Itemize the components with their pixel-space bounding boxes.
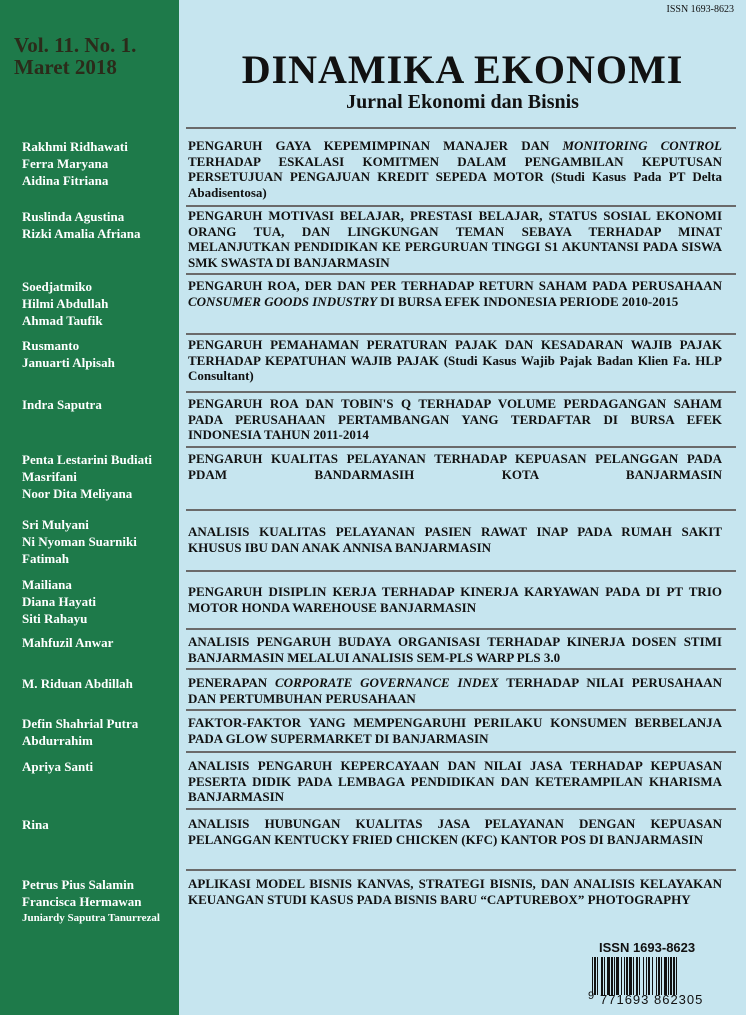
article-title (188, 278, 722, 309)
author-name: Mailiana (22, 577, 72, 592)
article-authors (22, 337, 179, 371)
author-name: Ferra Maryana (22, 156, 109, 171)
author-name: Abdurrahim (22, 733, 93, 748)
journal-subtitle: Jurnal Ekonomi dan Bisnis (346, 91, 579, 113)
article-title (188, 758, 722, 805)
title-text: PENGARUH ROA DAN TOBIN'S Q TERHADAP VOLUME PERDAGANGAN SAHAM PADA PERUSAHAAN PERTAMBANGAN YANG TERDAFTAR DI BURSA EFEK INDONESIA TAHUN 2011-2014 (188, 396, 722, 442)
author-name: Juniardy Saputra Tanurrezal (22, 912, 160, 924)
divider (186, 391, 736, 393)
author-name: M. Riduan Abdillah (22, 676, 133, 691)
divider (186, 205, 736, 207)
barcode-issn: ISSN 1693-8623 (599, 940, 696, 955)
title-text: TERHADAP ESKALASI KOMITMEN DALAM PENGAMBILAN KEPUTUSAN PERSETUJUAN PENGAJUAN KREDIT SEPEDA MOTOR (188, 153, 722, 184)
divider (186, 668, 736, 670)
article-authors (22, 516, 179, 567)
author-name: Ahmad Taufik (22, 313, 103, 328)
article-title (188, 675, 722, 706)
article-authors (22, 208, 179, 242)
article-title (188, 634, 722, 665)
author-name: Francisca Hermawan (22, 894, 142, 909)
divider (186, 808, 736, 810)
author-name: Apriya Santi (22, 759, 94, 774)
author-name: Masrifani (22, 469, 77, 484)
title-text: TERHADAP NILAI PERUSAHAAN DAN PERTUMBUHAN PERUSAHAAN (188, 675, 722, 706)
article-authors (22, 396, 179, 413)
divider (186, 570, 736, 572)
article-authors (22, 576, 179, 627)
author-name: Aidina Fitriana (22, 173, 109, 188)
divider (186, 628, 736, 630)
barcode (588, 940, 730, 1010)
divider (186, 751, 736, 753)
divider (186, 446, 736, 448)
title-text: PENGARUH KUALITAS PELAYANAN TERHADAP KEPUASAN PELANGGAN PADA PDAM BANDARMASIH KOTA BANJARMASIN (188, 451, 722, 482)
author-name: Defin Shahrial Putra (22, 716, 139, 731)
author-name: Siti Rahayu (22, 611, 88, 626)
article-title (188, 816, 722, 847)
title-text: ANALISIS HUBUNGAN KUALITAS JASA PELAYANAN DENGAN KEPUASAN PELANGGAN KENTUCKY FRIED CHICKEN (KFC) KANTOR POS DI BANJARMASIN (188, 816, 722, 847)
title-text: ANALISIS PENGARUH KEPERCAYAAN DAN NILAI JASA TERHADAP KEPUASAN PESERTA DIDIK PADA LEMBAGA PENDIDIKAN DAN KETERAMPILAN KHARISMA BANJARMASIN (188, 758, 722, 804)
author-name: Petrus Pius Salamin (22, 877, 134, 892)
author-name: Noor Dita Meliyana (22, 486, 133, 501)
article-authors (22, 758, 179, 775)
author-name: Ni Nyoman Suarniki (22, 534, 137, 549)
divider (186, 273, 736, 275)
title-text: ANALISIS KUALITAS PELAYANAN PASIEN RAWAT INAP PADA RUMAH SAKIT KHUSUS IBU DAN ANAK ANNISA BANJARMASIN (188, 524, 722, 555)
title-text: PENGARUH MOTIVASI BELAJAR, PRESTASI BELAJAR, STATUS SOSIAL EKONOMI ORANG TUA, DAN LINGKUNGAN TEMAN SEBAYA TERHADAP MINAT MELANJUTKAN PENDIDIKAN KE PERGURUAN TINGGI S1 AKUNTANSI PADA SISWA SMK SWASTA DI BANJARMASIN (188, 208, 722, 270)
article-authors (22, 634, 179, 651)
volume-info (14, 34, 136, 78)
author-name: Penta Lestarini Budiati (22, 452, 153, 467)
author-name: Rusmanto (22, 338, 80, 353)
author-name: Indra Saputra (22, 397, 102, 412)
divider (186, 709, 736, 711)
article-title (188, 138, 722, 200)
article-authors (22, 715, 179, 749)
title-text: FAKTOR-FAKTOR YANG MEMPENGARUHI PERILAKU KONSUMEN BERBELANJA PADA GLOW SUPERMARKET DI BANJARMASIN (188, 715, 722, 746)
volume-number: Vol. 11. No. 1. (14, 33, 137, 57)
divider (186, 127, 736, 129)
title-text: APLIKASI MODEL BISNIS KANVAS, STRATEGI BISNIS, DAN ANALISIS KELAYAKAN KEUANGAN STUDI KASUS PADA BISNIS BARU “CAPTUREBOX” PHOTOGRAPHY (188, 876, 722, 907)
author-name: Diana Hayati (22, 594, 97, 609)
title-italic: MONITORING CONTROL (562, 138, 722, 153)
author-name: Sri Mulyani (22, 517, 89, 532)
title-text: PENGARUH DISIPLIN KERJA TERHADAP KINERJA KARYAWAN PADA DI PT TRIO MOTOR HONDA WAREHOUSE BANJARMASIN (188, 584, 722, 615)
article-title (188, 337, 722, 384)
title-text: PENGARUH ROA, DER DAN PER TERHADAP RETURN SAHAM PADA PERUSAHAAN (188, 278, 722, 293)
article-title (188, 715, 722, 746)
author-name: Hilmi Abdullah (22, 296, 109, 311)
article-title (188, 524, 722, 555)
divider (186, 509, 736, 511)
title-text: PENERAPAN (188, 675, 276, 690)
title-text: (Studi Kasus Wajib Pajak Badan Klien Fa. HLP Consultant) (188, 352, 722, 383)
author-name: Soedjatmiko (22, 279, 93, 294)
article-authors (22, 816, 179, 833)
article-authors (22, 675, 179, 692)
author-name: Rizki Amalia Afriana (22, 226, 141, 241)
barcode-gap (677, 957, 680, 995)
issue-date: Maret 2018 (14, 55, 117, 79)
article-title (188, 396, 722, 443)
article-title (188, 451, 722, 482)
author-name: Fatimah (22, 551, 69, 566)
title-text: PENGARUH PEMAHAMAN PERATURAN PAJAK DAN KESADARAN WAJIB PAJAK TERHADAP KEPATUHAN WAJIB PAJAK (188, 337, 722, 368)
title-italic: CONSUMER GOODS INDUSTRY (188, 293, 378, 309)
title-text: (Studi Kasus Pada PT Delta Abadisentosa) (188, 169, 722, 200)
divider (186, 869, 736, 871)
article-title (188, 208, 722, 270)
barcode-bars (592, 957, 730, 995)
title-text: DI BURSA EFEK INDONESIA PERIODE 2010-2015 (377, 293, 679, 309)
article-authors (22, 138, 179, 189)
barcode-first-digit: 9 (588, 990, 595, 1002)
author-name: Ruslinda Agustina (22, 209, 125, 224)
author-name: Mahfuzil Anwar (22, 635, 114, 650)
divider (186, 333, 736, 335)
article-title (188, 876, 722, 907)
author-name: Rakhmi Ridhawati (22, 139, 128, 154)
article-authors (22, 278, 179, 329)
title-italic: CORPORATE GOVERNANCE INDEX (275, 675, 499, 690)
article-title (188, 584, 722, 615)
author-name: Rina (22, 817, 49, 832)
issn-header: ISSN 1693-8623 (666, 4, 734, 15)
article-authors (22, 451, 179, 502)
article-authors (22, 876, 179, 927)
title-text: PENGARUH GAYA KEPEMIMPINAN MANAJER DAN (188, 138, 563, 153)
title-text: ANALISIS PENGARUH BUDAYA ORGANISASI TERHADAP KINERJA DOSEN STIMI BANJARMASIN MELALUI ANALISIS SEM-PLS WARP PLS 3.0 (188, 634, 722, 665)
barcode-number: 771693 862305 (600, 992, 704, 1007)
journal-title: DINAMIKA EKONOMI (241, 47, 684, 92)
author-name: Januarti Alpisah (22, 355, 115, 370)
